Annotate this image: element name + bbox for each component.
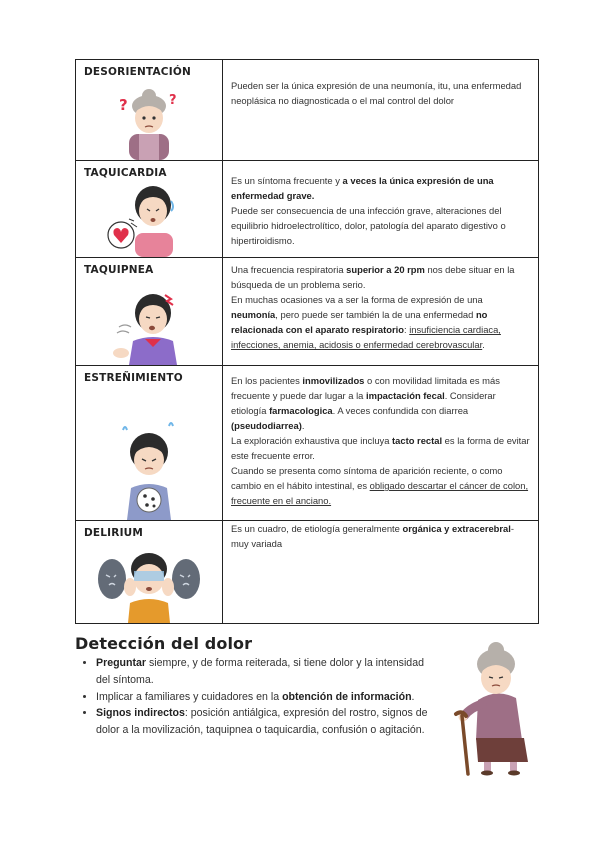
section-title: Detección del dolor [75, 634, 253, 653]
bold-text: impactación fecal [366, 390, 445, 401]
description-text [231, 78, 530, 108]
stomach-ache-child-icon [76, 416, 222, 520]
text-segment: Una frecuencia respiratoria [231, 264, 347, 275]
pain-detection-list [80, 655, 441, 739]
bold-text: inmovilizados [302, 375, 365, 386]
table-row [76, 258, 539, 366]
text-segment: Pueden ser la única expresión de una neumonía, itu, una enfermedad neoplásica no diagnosticada o el mal control del dolor [231, 80, 522, 106]
table-row [76, 161, 539, 258]
description-text [231, 262, 530, 352]
svg-text:?: ? [169, 93, 177, 108]
text-segment: Implicar a familiares y cuidadores en la [96, 690, 283, 703]
underlined-text: insuficiencia cardiaca, infecciones, anemia, acidosis o enfermedad cerebrovascular [231, 324, 501, 350]
description-cell [223, 60, 539, 161]
text-segment: o con movilidad limitada es más frecuente y puede dar lugar a la [231, 375, 500, 401]
text-segment: nos debe situar en la búsqueda de un problema serio. [231, 264, 515, 290]
breathless-woman-icon [76, 281, 222, 365]
text-segment: - muy variada [231, 523, 515, 549]
description-text [231, 173, 530, 248]
bold-text: (pseudodiarrea) [231, 420, 302, 431]
bold-text: neumonía [231, 309, 276, 320]
row-description [231, 258, 530, 352]
term-cell [76, 521, 223, 624]
palpitations-woman-icon [76, 177, 222, 257]
bold-text: farmacologica [269, 405, 333, 416]
text-segment: . [411, 690, 415, 703]
svg-text:?: ? [119, 96, 128, 114]
delirium-man-icon [76, 541, 222, 623]
text-segment: siempre, y de forma reiterada, si tiene dolor y la intensidad del síntoma. [96, 657, 424, 686]
row-term: DESORIENTACIÓN [84, 66, 191, 78]
row-term: DELIRIUM [84, 527, 144, 539]
list-item [96, 655, 441, 689]
text-segment: En muchas ocasiones va a ser la forma de expresión de una [231, 294, 483, 305]
text-segment: . [482, 339, 485, 350]
row-description [231, 60, 530, 108]
text-segment: . [301, 420, 305, 431]
row-term: TAQUIPNEA [84, 264, 154, 276]
list-item [96, 689, 441, 706]
term-cell [76, 366, 223, 521]
text-segment: Puede ser consecuencia de una infección grave, alteraciones del equilibrio hidroelectrolítico, dolor, patología del aparato digestivo o hipertiroidismo. [231, 205, 506, 246]
description-text [231, 373, 530, 508]
table-row [76, 521, 539, 624]
bold-text: Preguntar [96, 657, 147, 669]
bold-text: Signos indirectos [96, 707, 185, 720]
bold-text: a veces la única expresión de una enfermedad grave. [231, 175, 494, 201]
text-segment: Es un cuadro, de etiología generalmente [231, 523, 403, 534]
row-term: ESTREÑIMIENTO [84, 372, 183, 384]
bold-text: orgánica y extracerebral [402, 523, 511, 534]
text-segment: es la forma de evitar este frecuente error. [231, 435, 530, 461]
text-segment: Cuando se presenta como síntoma de aparición reciente, o como cambio en el hábito intestinal, es [231, 465, 503, 491]
underlined-text: obligado descartar el cáncer de colon, frecuente en el anciano. [231, 480, 529, 506]
row-description [231, 161, 530, 248]
text-segment: La exploración exhaustiva que incluya [231, 435, 393, 446]
text-segment: : [403, 324, 410, 335]
description-cell [223, 366, 539, 521]
bold-text: obtención de información [282, 690, 412, 703]
term-cell [76, 258, 223, 366]
text-segment: Es un síntoma frecuente y [231, 175, 343, 186]
bold-text: superior a 20 rpm [346, 264, 425, 275]
row-description [231, 366, 530, 508]
text-segment: , pero puede ser también la de una enfermedad [275, 309, 476, 320]
row-term: TAQUICARDIA [84, 167, 167, 179]
table-row [76, 366, 539, 521]
bold-text: tacto rectal [392, 435, 443, 446]
description-cell [223, 161, 539, 258]
signs-table [75, 59, 539, 624]
text-segment: . A veces confundida con diarrea [332, 405, 469, 416]
text-segment: En los pacientes [231, 375, 303, 386]
term-cell [76, 161, 223, 258]
list-item [96, 705, 441, 739]
text-segment: : posición antiálgica, expresión del rostro, signos de dolor a la movilización, taquipnea o taquicardia, confusión o agitación. [96, 707, 428, 737]
table-row [76, 60, 539, 161]
confused-grandmother-icon [76, 84, 222, 160]
text-segment: . Considerar etiología [231, 390, 496, 416]
signs-table-wrapper [75, 59, 539, 624]
description-text [231, 521, 530, 551]
term-cell [76, 60, 223, 161]
description-cell [223, 521, 539, 624]
elderly-woman-with-cane-icon [448, 640, 540, 781]
description-cell [223, 258, 539, 366]
bold-text: no relacionada con el aparato respiratorio [231, 309, 488, 335]
row-description [231, 521, 530, 551]
